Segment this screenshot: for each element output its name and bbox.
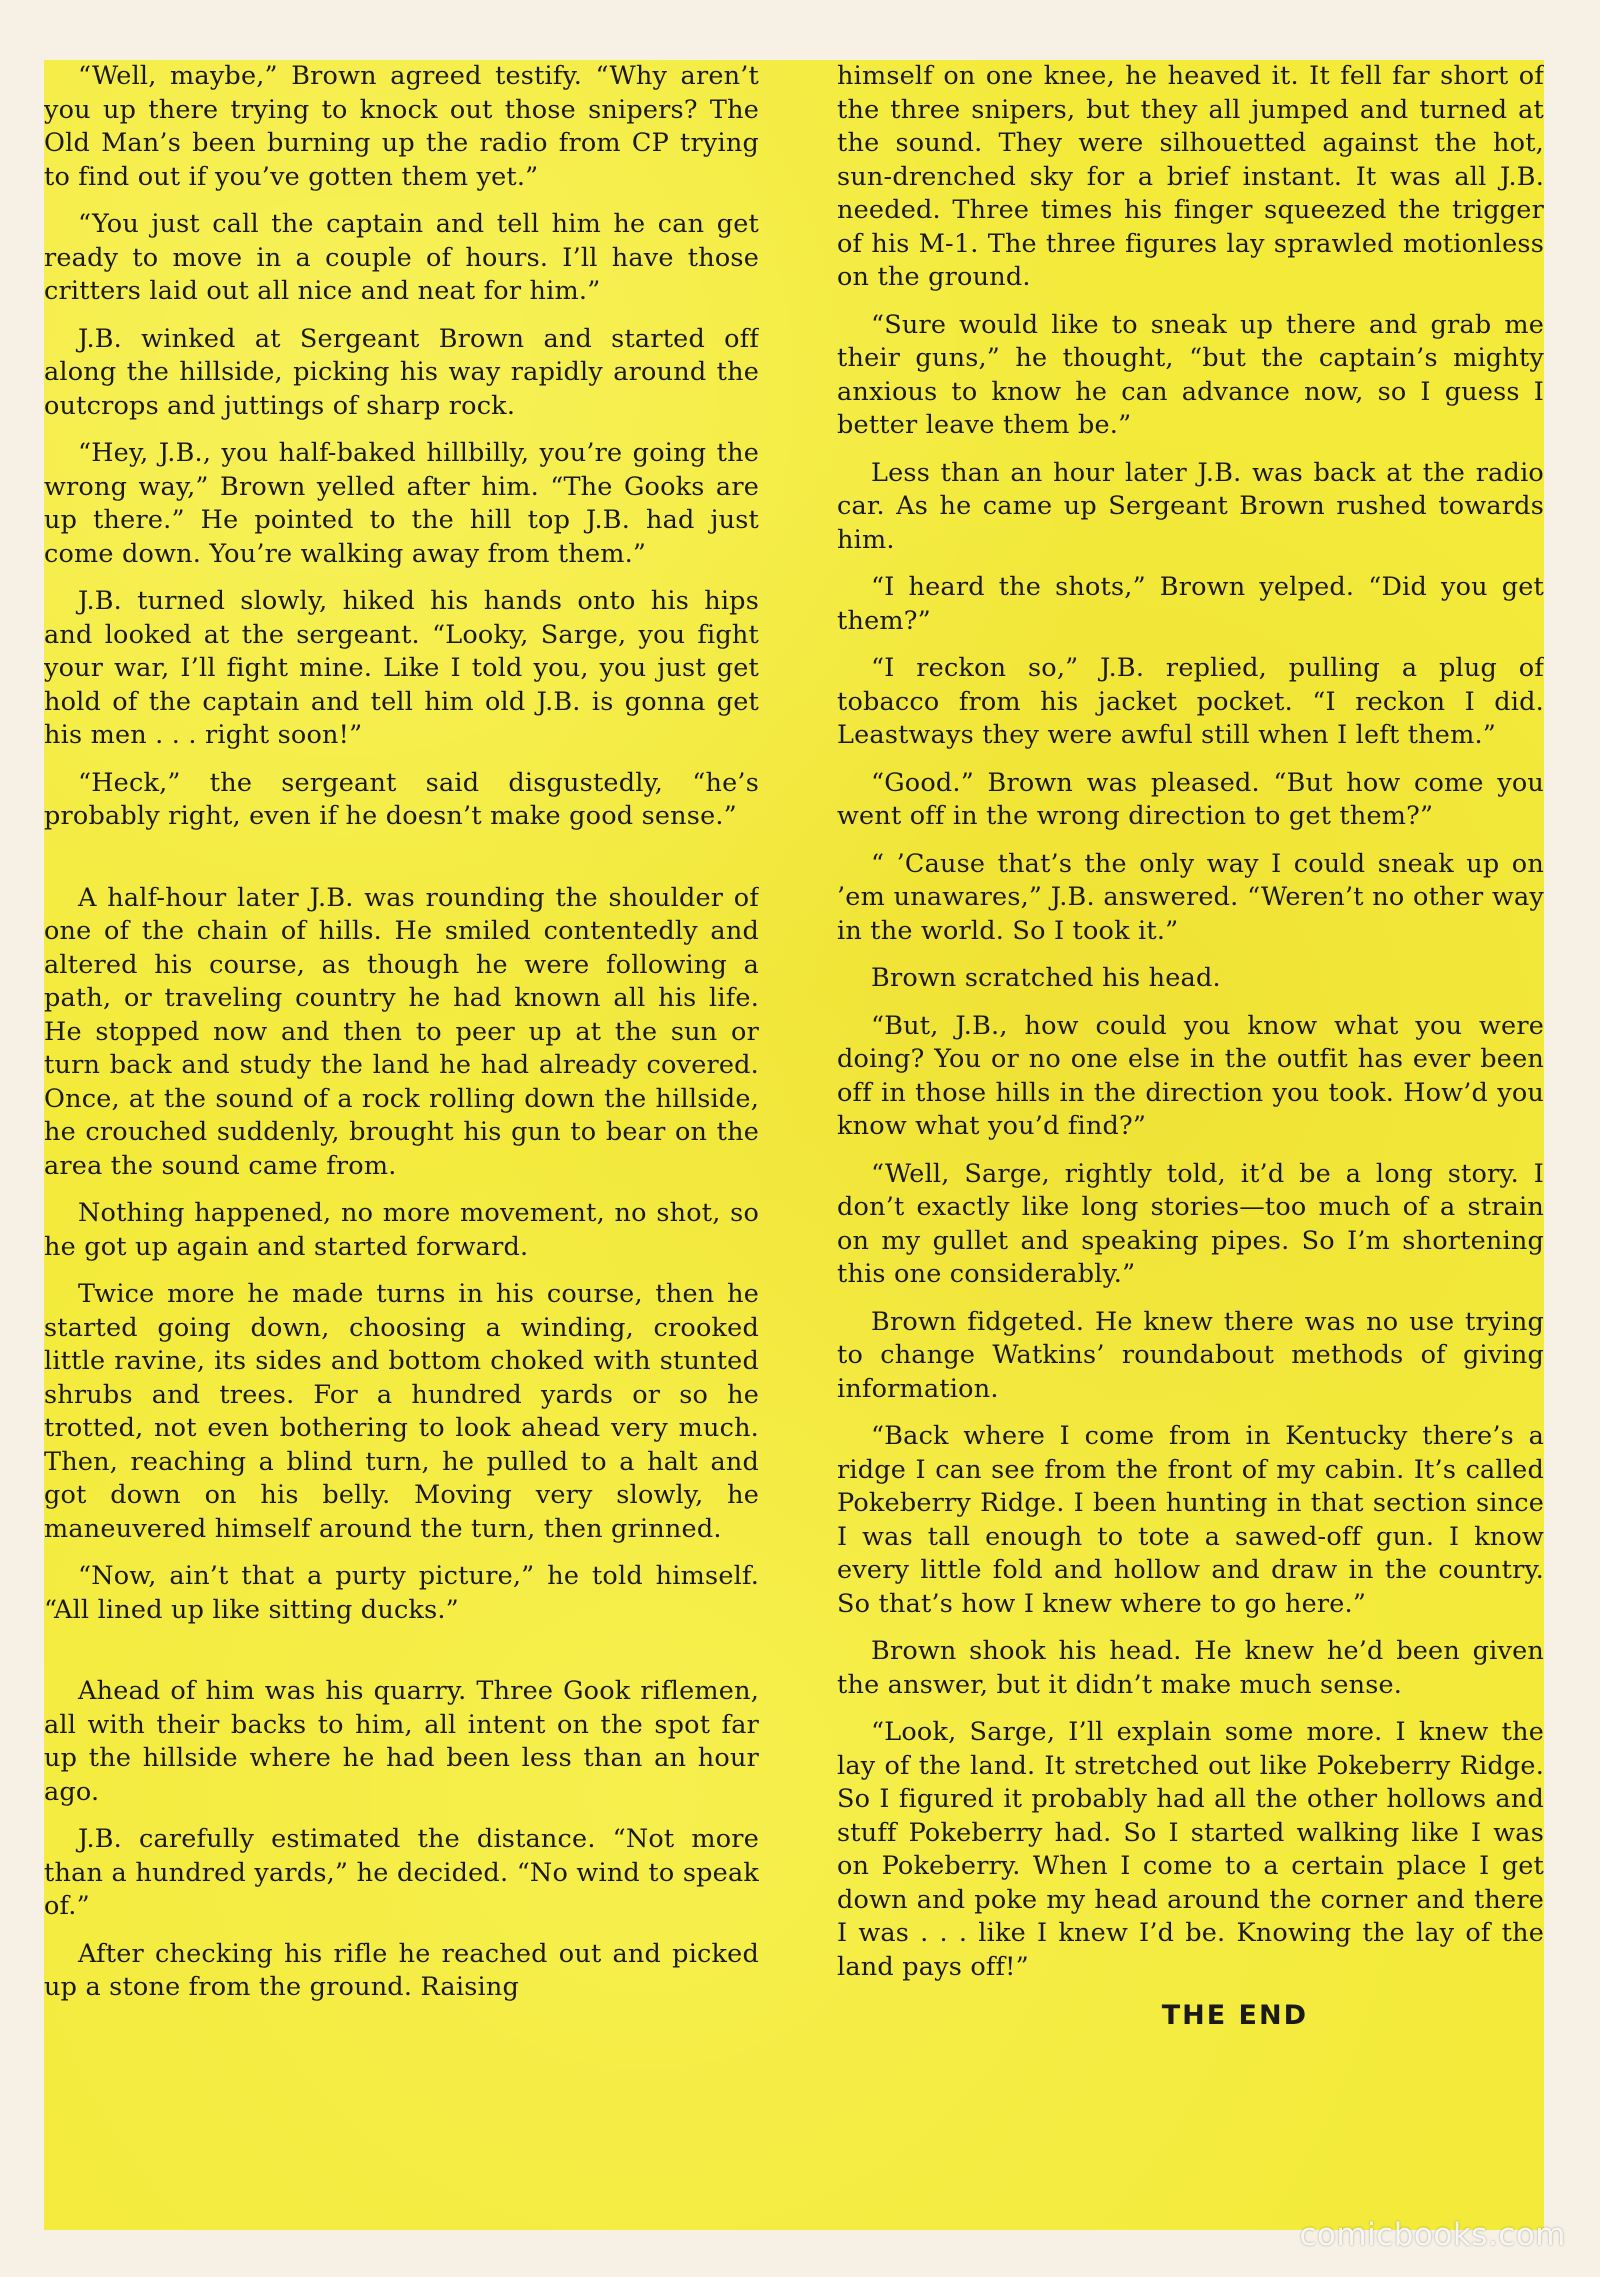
watermark: comicbooks.com: [1299, 2217, 1566, 2253]
paragraph: “Heck,” the sergeant said disgustedly, “he’s probably right, even if he doesn’t make good sense.”: [44, 767, 759, 831]
left-column: [44, 60, 759, 2230]
the-end-label: THE END: [1161, 2000, 1308, 2031]
paragraph: “Well, maybe,” Brown agreed testify. “Why aren’t you up there trying to knock out those snipers? The Old Man’s been burning up the radio from CP trying to find out if you’ve gotten them yet.”: [44, 61, 759, 192]
paragraph: After checking his rifle he reached out and picked up a stone from the ground. Raising: [44, 1938, 759, 2002]
paragraph: “ ’Cause that’s the only way I could sneak up on ’em unawares,” J.B. answered. “Weren’t no other way in the world. So I took it.”: [837, 848, 1544, 946]
paragraph: J.B. turned slowly, hiked his hands onto his hips and looked at the sergeant. “Looky, Sarge, you fight your war, I’ll fight mine. Like I told you, you just get hold of the captain and tell him old J.B. is gonna get his men . . . right soon!”: [44, 586, 759, 750]
paragraph: “But, J.B., how could you know what you were doing? You or no one else in the outfit has ever been off in those hills in the direction you took. How’d you know what you’d find?”: [837, 1010, 1544, 1141]
paragraph: Twice more he made turns in his course, then he started going down, choosing a winding, crooked little ravine, its sides and bottom choked with stunted shrubs and trees. For a hundred yards or so he trotted, not even bothering to look ahead very much. Then, reaching a blind turn, he pulled to a halt and got down on his belly. Moving very slowly, he maneuvered himself around the turn, then grinned.: [44, 1279, 759, 1544]
paragraph: Brown shook his head. He knew he’d been given the answer, but it didn’t make much sense.: [837, 1636, 1544, 1700]
paragraph: “You just call the captain and tell him he can get ready to move in a couple of hours. I’ll have those critters laid out all nice and neat for him.”: [44, 209, 759, 306]
paragraph: Brown scratched his head.: [871, 963, 1221, 993]
story-page: [44, 60, 1544, 2230]
paragraph: “Good.” Brown was pleased. “But how come you went off in the wrong direction to get them?”: [837, 767, 1544, 831]
paragraph: Brown fidgeted. He knew there was no use trying to change Watkins’ roundabout methods of giving information.: [837, 1306, 1544, 1404]
paragraph: “Back where I come from in Kentucky there’s a ridge I can see from the front of my cabin. It’s called Pokeberry Ridge. I been hunting in that section since I was tall enough to tote a sawed-off gun. I know every little fold and hollow and draw in the country. So that’s how I knew where to go here.”: [837, 1421, 1544, 1619]
paragraph: J.B. winked at Sergeant Brown and started off along the hillside, picking his way rapidly around the outcrops and juttings of sharp rock.: [44, 323, 759, 421]
paragraph: himself on one knee, he heaved it. It fell far short of the three snipers, but they all jumped and turned at the sound. They were silhouetted against the hot, sun-drenched sky for a brief instant. It was all J.B. needed. Three times his finger squeezed the trigger of his M-1. The three figures lay sprawled motionless on the ground.: [837, 61, 1544, 292]
paragraph: “Now, ain’t that a purty picture,” he told himself. “All lined up like sitting ducks.”: [44, 1561, 759, 1625]
paragraph: A half-hour later J.B. was rounding the shoulder of one of the chain of hills. He smiled contentedly and altered his course, as though he were following a path, or traveling country he had known all his life. He stopped now and then to peer up at the sun or turn back and study the land he had already covered. Once, at the sound of a rock rolling down the hillside, he crouched suddenly, brought his gun to bear on the area the sound came from.: [44, 882, 759, 1181]
right-column: [837, 60, 1544, 2230]
paragraph: “I heard the shots,” Brown yelped. “Did you get them?”: [837, 572, 1544, 636]
paragraph: “Look, Sarge, I’ll explain some more. I knew the lay of the land. It stretched out like Pokeberry Ridge. So I figured it probably had all the other hollows and stuff Pokeberry had. So I started walking like I was on Pokeberry. When I come to a certain place I get down and poke my head around the corner and there I was . . . like I knew I’d be. Knowing the lay of the land pays off!”: [837, 1717, 1544, 1982]
paragraph: “Hey, J.B., you half-baked hillbilly, you’re going the wrong way,” Brown yelled after him. “The Gooks are up there.” He pointed to the hill top J.B. had just come down. You’re walking away from them.”: [44, 438, 759, 569]
paragraph: Ahead of him was his quarry. Three Gook riflemen, all with their backs to him, all intent on the spot far up the hillside where he had been less than an hour ago.: [44, 1676, 759, 1807]
paragraph: “I reckon so,” J.B. replied, pulling a plug of tobacco from his jacket pocket. “I reckon I did. Leastways they were awful still when I left them.”: [837, 653, 1544, 750]
paragraph: “Sure would like to sneak up there and grab me their guns,” he thought, “but the captain’s mighty anxious to know he can advance now, so I guess I better leave them be.”: [837, 309, 1544, 440]
paragraph: Less than an hour later J.B. was back at the radio car. As he came up Sergeant Brown rushed towards him.: [837, 457, 1544, 555]
paragraph: Nothing happened, no more movement, no shot, so he got up again and started forward.: [44, 1198, 759, 1262]
paragraph: “Well, Sarge, rightly told, it’d be a long story. I don’t exactly like long stories—too much of a strain on my gullet and speaking pipes. So I’m shortening this one considerably.”: [837, 1158, 1544, 1289]
paragraph: J.B. carefully estimated the distance. “Not more than a hundred yards,” he decided. “No wind to speak of.”: [44, 1824, 759, 1921]
